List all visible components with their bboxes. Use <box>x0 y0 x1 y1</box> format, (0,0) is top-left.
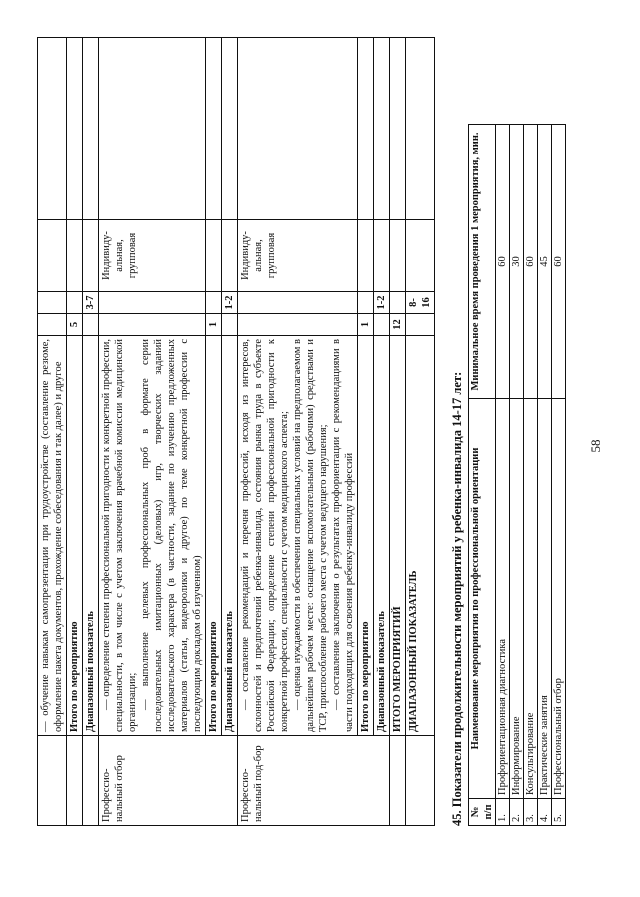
empty-cell <box>67 38 83 220</box>
table-row <box>222 38 238 826</box>
item-text: — составление рекомендаций и перечня профессий, исходя из интересов, склонностей и предпочтений ребенка-инвалида, состояния рынка труда в субъекте Российской Федерации; определение степени профессиональной пригодности к конкретной профессии, специальности с учетом медицинского аспекта; — оценка нуждаемости в обеспечении специальных условий на предполагаемом в дальнейшем рабочем месте: оснащение вспомогательными (рабочими) средствами и ТСР, приспособление рабочего места с учетом ведущего нарушения; — составление заключения о результатах профориентации с рекомендациями в части подходящих для освоения ребенку-инвалиду профессий <box>238 336 358 736</box>
empty-cell <box>83 736 99 826</box>
empty-cell <box>238 314 358 336</box>
range-value: 1-2 <box>222 292 238 314</box>
table-row <box>374 38 390 826</box>
table-row <box>406 38 435 826</box>
empty-cell <box>358 220 374 292</box>
item-text: — определение степени профессиональной пригодности к конкретной профессии, специальности, в том числе с учетом заключения врачебной комиссии медицинской организации; — выполнение целевых профессиональных проб в формате серии последовательных имитационных (деловых) игр, творческих заданий исследовательского характера (в частности, задание по изучению предложенных материалов (статьи, видеоролики и другое) по теме конкретной профессии с последующим докладом об изученном) <box>99 336 206 736</box>
row-min: 60 <box>524 125 538 399</box>
row-name: Информирование <box>510 399 524 799</box>
empty-cell <box>222 38 238 220</box>
empty-cell <box>406 736 435 826</box>
row-name: Практические занятия <box>538 399 552 799</box>
grand-total-label: ИТОГО МЕРОПРИЯТИЙ <box>390 336 406 736</box>
item-text: — обучение навыкам самопрезентации при трудоустройстве (составление резюме, оформление пакета документов, прохождение собеседования и так далее) и другое <box>38 336 67 736</box>
empty-cell <box>374 220 390 292</box>
table-row <box>496 125 510 826</box>
empty-cell <box>238 292 358 314</box>
empty-cell <box>222 220 238 292</box>
total-value: 1 <box>358 314 374 336</box>
table-row <box>83 38 99 826</box>
table-row <box>524 125 538 826</box>
row-num: 1. <box>496 799 510 826</box>
empty-cell <box>67 292 83 314</box>
range-value: 1-2 <box>374 292 390 314</box>
activity-form: Индивиду-альная, групповая <box>99 220 206 292</box>
empty-cell <box>358 292 374 314</box>
range-label: Диапазонный показатель <box>222 336 238 736</box>
section-45-title: 45. Показатели продолжительности мероприятий у ребенка-инвалида 14-17 лет: <box>450 371 464 826</box>
table-row <box>238 38 358 826</box>
duration-table <box>468 124 566 826</box>
empty-cell <box>374 314 390 336</box>
empty-cell <box>83 38 99 220</box>
table-row <box>552 125 566 826</box>
row-num: 5. <box>552 799 566 826</box>
row-min: 60 <box>552 125 566 399</box>
empty-cell <box>390 38 406 220</box>
empty-cell <box>38 292 67 314</box>
activities-table <box>37 37 435 826</box>
empty-cell <box>83 220 99 292</box>
empty-cell <box>67 736 83 826</box>
row-min: 60 <box>496 125 510 399</box>
page-number: 58 <box>588 439 603 453</box>
empty-cell <box>38 38 67 220</box>
table-header-row <box>469 125 496 826</box>
empty-cell <box>83 314 99 336</box>
empty-cell <box>67 220 83 292</box>
table-row <box>390 38 406 826</box>
total-label: Итого по мероприятию <box>358 336 374 736</box>
empty-cell <box>206 292 222 314</box>
empty-cell <box>38 220 67 292</box>
grand-range-label: ДИАПАЗОННЫЙ ПОКАЗАТЕЛЬ <box>406 336 435 736</box>
col-header-min: Минимальное время проведения 1 мероприятия, мин. <box>469 125 496 399</box>
table-row <box>538 125 552 826</box>
activity-name: Профессио-нальный отбор <box>99 736 238 826</box>
empty-cell <box>406 38 435 220</box>
row-num: 4. <box>538 799 552 826</box>
empty-cell <box>206 220 222 292</box>
empty-cell <box>374 38 390 220</box>
col-header-num: № п/п <box>469 799 496 826</box>
activity-name: Профессио-нальный под-бор <box>238 736 390 826</box>
grand-range-value: 8-16 <box>406 292 435 314</box>
total-label: Итого по мероприятию <box>67 336 83 736</box>
empty-cell <box>238 38 358 220</box>
empty-cell <box>406 220 435 292</box>
total-value: 1 <box>206 314 222 336</box>
table-row <box>206 38 222 826</box>
empty-cell <box>390 220 406 292</box>
empty-cell <box>358 38 374 220</box>
empty-cell <box>222 314 238 336</box>
empty-cell <box>390 736 406 826</box>
row-num: 3. <box>524 799 538 826</box>
table-row <box>510 125 524 826</box>
empty-cell <box>406 314 435 336</box>
total-label: Итого по мероприятию <box>206 336 222 736</box>
total-value: 5 <box>67 314 83 336</box>
col-header-name: Наименование мероприятия по профессиональной ориентации <box>469 399 496 799</box>
empty-cell <box>99 292 206 314</box>
range-label: Диапазонный показатель <box>83 336 99 736</box>
table-row <box>99 38 206 826</box>
range-value: 3-7 <box>83 292 99 314</box>
range-label: Диапазонный показатель <box>374 336 390 736</box>
empty-cell <box>99 314 206 336</box>
grand-total-value: 12 <box>390 314 406 336</box>
empty-cell <box>38 314 67 336</box>
empty-cell <box>99 38 206 220</box>
table-row <box>67 38 83 826</box>
empty-cell <box>38 736 67 826</box>
table-row <box>358 38 374 826</box>
row-name: Профессиональный отбор <box>552 399 566 799</box>
empty-cell <box>390 292 406 314</box>
row-name: Профориентационная диагностика <box>496 399 510 799</box>
row-num: 2. <box>510 799 524 826</box>
row-min: 45 <box>538 125 552 399</box>
empty-cell <box>206 38 222 220</box>
table-row <box>38 38 67 826</box>
row-min: 30 <box>510 125 524 399</box>
activity-form: Индивиду-альная, групповая <box>238 220 358 292</box>
row-name: Консультирование <box>524 399 538 799</box>
